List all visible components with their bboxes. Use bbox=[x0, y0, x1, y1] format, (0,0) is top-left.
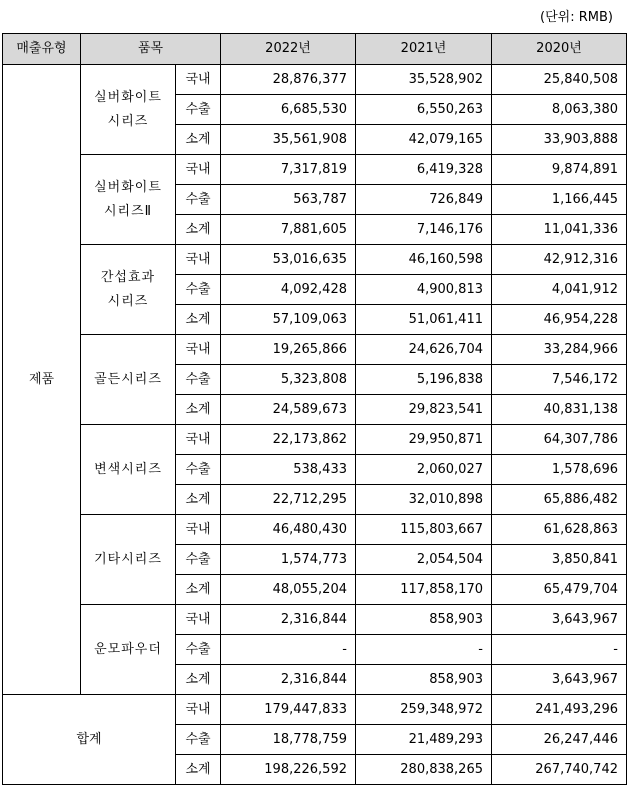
sub-category-cell: 소계 bbox=[176, 125, 221, 155]
sub-category-cell: 국내 bbox=[176, 425, 221, 455]
total-label-cell: 합계 bbox=[3, 695, 176, 785]
value-cell: 7,317,819 bbox=[221, 155, 356, 185]
value-cell: - bbox=[492, 635, 627, 665]
sub-category-cell: 국내 bbox=[176, 695, 221, 725]
value-cell: 3,850,841 bbox=[492, 545, 627, 575]
value-cell: 8,063,380 bbox=[492, 95, 627, 125]
value-cell: 33,903,888 bbox=[492, 125, 627, 155]
total-value-cell: 267,740,742 bbox=[492, 755, 627, 785]
value-cell: 563,787 bbox=[221, 185, 356, 215]
sub-category-cell: 국내 bbox=[176, 515, 221, 545]
value-cell: 28,876,377 bbox=[221, 65, 356, 95]
item-name-line: 실버화이트 bbox=[94, 89, 162, 105]
value-cell: 1,574,773 bbox=[221, 545, 356, 575]
item-name-line: 변색시리즈 bbox=[94, 461, 162, 477]
value-cell: 32,010,898 bbox=[356, 485, 492, 515]
value-cell: 65,479,704 bbox=[492, 575, 627, 605]
total-value-cell: 241,493,296 bbox=[492, 695, 627, 725]
total-value-cell: 179,447,833 bbox=[221, 695, 356, 725]
value-cell: 11,041,336 bbox=[492, 215, 627, 245]
sub-category-cell: 소계 bbox=[176, 755, 221, 785]
item-name-line: 실버화이트 bbox=[94, 179, 162, 195]
value-cell: 51,061,411 bbox=[356, 305, 492, 335]
item-name-line: 시리즈Ⅱ bbox=[103, 203, 153, 219]
sub-category-cell: 수출 bbox=[176, 185, 221, 215]
value-cell: 2,054,504 bbox=[356, 545, 492, 575]
table-row bbox=[3, 65, 627, 95]
sub-category-cell: 소계 bbox=[176, 215, 221, 245]
table-row bbox=[3, 155, 627, 185]
value-cell: 5,196,838 bbox=[356, 365, 492, 395]
sub-category-cell: 수출 bbox=[176, 95, 221, 125]
value-cell: 7,146,176 bbox=[356, 215, 492, 245]
value-cell: 46,954,228 bbox=[492, 305, 627, 335]
value-cell: 538,433 bbox=[221, 455, 356, 485]
value-cell: 22,173,862 bbox=[221, 425, 356, 455]
value-cell: 65,886,482 bbox=[492, 485, 627, 515]
unit-note: (단위: RMB) bbox=[540, 10, 613, 25]
value-cell: 4,092,428 bbox=[221, 275, 356, 305]
value-cell: 33,284,966 bbox=[492, 335, 627, 365]
item-name-line: 간섭효과 bbox=[100, 269, 156, 285]
value-cell: 858,903 bbox=[356, 605, 492, 635]
header-row bbox=[3, 34, 627, 65]
item-name-cell bbox=[81, 425, 176, 515]
item-name-line: 운모파우더 bbox=[94, 641, 162, 657]
header-year-2020: 2020년 bbox=[492, 34, 627, 65]
value-cell: 48,055,204 bbox=[221, 575, 356, 605]
value-cell: 7,546,172 bbox=[492, 365, 627, 395]
value-cell: 4,900,813 bbox=[356, 275, 492, 305]
sub-category-cell: 수출 bbox=[176, 545, 221, 575]
value-cell: 726,849 bbox=[356, 185, 492, 215]
sub-category-cell: 소계 bbox=[176, 305, 221, 335]
value-cell: 4,041,912 bbox=[492, 275, 627, 305]
sub-category-cell: 소계 bbox=[176, 575, 221, 605]
table-row bbox=[3, 335, 627, 365]
sub-category-cell: 수출 bbox=[176, 635, 221, 665]
value-cell: 24,626,704 bbox=[356, 335, 492, 365]
value-cell: 40,831,138 bbox=[492, 395, 627, 425]
value-cell: 6,419,328 bbox=[356, 155, 492, 185]
value-cell: - bbox=[356, 635, 492, 665]
total-value-cell: 259,348,972 bbox=[356, 695, 492, 725]
item-name-cell bbox=[81, 245, 176, 335]
value-cell: 6,550,263 bbox=[356, 95, 492, 125]
value-cell: 64,307,786 bbox=[492, 425, 627, 455]
value-cell: 6,685,530 bbox=[221, 95, 356, 125]
header-item: 품목 bbox=[81, 34, 221, 65]
value-cell: 29,823,541 bbox=[356, 395, 492, 425]
item-name-cell bbox=[81, 155, 176, 245]
total-value-cell: 18,778,759 bbox=[221, 725, 356, 755]
value-cell: 29,950,871 bbox=[356, 425, 492, 455]
item-name-cell bbox=[81, 605, 176, 695]
value-cell: 2,316,844 bbox=[221, 605, 356, 635]
table-row bbox=[3, 245, 627, 275]
value-cell: 115,803,667 bbox=[356, 515, 492, 545]
value-cell: 3,643,967 bbox=[492, 605, 627, 635]
item-name-line: 기타시리즈 bbox=[94, 551, 162, 567]
value-cell: 3,643,967 bbox=[492, 665, 627, 695]
value-cell: 1,578,696 bbox=[492, 455, 627, 485]
value-cell: 7,881,605 bbox=[221, 215, 356, 245]
table-row bbox=[3, 605, 627, 635]
sales-table bbox=[2, 33, 627, 785]
sub-category-cell: 국내 bbox=[176, 245, 221, 275]
item-name-line: 골든시리즈 bbox=[94, 371, 162, 387]
sub-category-cell: 국내 bbox=[176, 155, 221, 185]
total-value-cell: 26,247,446 bbox=[492, 725, 627, 755]
table-body bbox=[3, 65, 627, 785]
sub-category-cell: 수출 bbox=[176, 725, 221, 755]
total-value-cell: 21,489,293 bbox=[356, 725, 492, 755]
sub-category-cell: 소계 bbox=[176, 395, 221, 425]
header-sales-type: 매출유형 bbox=[3, 34, 81, 65]
value-cell: 46,480,430 bbox=[221, 515, 356, 545]
total-row bbox=[3, 695, 627, 725]
value-cell: 46,160,598 bbox=[356, 245, 492, 275]
value-cell: 57,109,063 bbox=[221, 305, 356, 335]
sub-category-cell: 소계 bbox=[176, 485, 221, 515]
value-cell: 42,079,165 bbox=[356, 125, 492, 155]
value-cell: 22,712,295 bbox=[221, 485, 356, 515]
header-year-2022: 2022년 bbox=[221, 34, 356, 65]
item-name-cell bbox=[81, 335, 176, 425]
sub-category-cell: 국내 bbox=[176, 605, 221, 635]
value-cell: 117,858,170 bbox=[356, 575, 492, 605]
value-cell: 42,912,316 bbox=[492, 245, 627, 275]
value-cell: 2,060,027 bbox=[356, 455, 492, 485]
item-name-line: 시리즈 bbox=[107, 293, 149, 309]
sub-category-cell: 수출 bbox=[176, 275, 221, 305]
value-cell: 35,561,908 bbox=[221, 125, 356, 155]
value-cell: 19,265,866 bbox=[221, 335, 356, 365]
value-cell: 858,903 bbox=[356, 665, 492, 695]
item-name-cell bbox=[81, 515, 176, 605]
value-cell: 53,016,635 bbox=[221, 245, 356, 275]
sub-category-cell: 수출 bbox=[176, 455, 221, 485]
table-row bbox=[3, 515, 627, 545]
value-cell: 24,589,673 bbox=[221, 395, 356, 425]
value-cell: 35,528,902 bbox=[356, 65, 492, 95]
table-row bbox=[3, 425, 627, 455]
value-cell: 61,628,863 bbox=[492, 515, 627, 545]
value-cell: - bbox=[221, 635, 356, 665]
value-cell: 2,316,844 bbox=[221, 665, 356, 695]
value-cell: 9,874,891 bbox=[492, 155, 627, 185]
value-cell: 5,323,808 bbox=[221, 365, 356, 395]
total-value-cell: 198,226,592 bbox=[221, 755, 356, 785]
total-value-cell: 280,838,265 bbox=[356, 755, 492, 785]
sub-category-cell: 국내 bbox=[176, 65, 221, 95]
sales-type-cell: 제품 bbox=[3, 65, 81, 695]
header-year-2021: 2021년 bbox=[356, 34, 492, 65]
item-name-line: 시리즈 bbox=[107, 113, 149, 129]
sub-category-cell: 소계 bbox=[176, 665, 221, 695]
value-cell: 25,840,508 bbox=[492, 65, 627, 95]
item-name-cell bbox=[81, 65, 176, 155]
sub-category-cell: 국내 bbox=[176, 335, 221, 365]
value-cell: 1,166,445 bbox=[492, 185, 627, 215]
sub-category-cell: 수출 bbox=[176, 365, 221, 395]
